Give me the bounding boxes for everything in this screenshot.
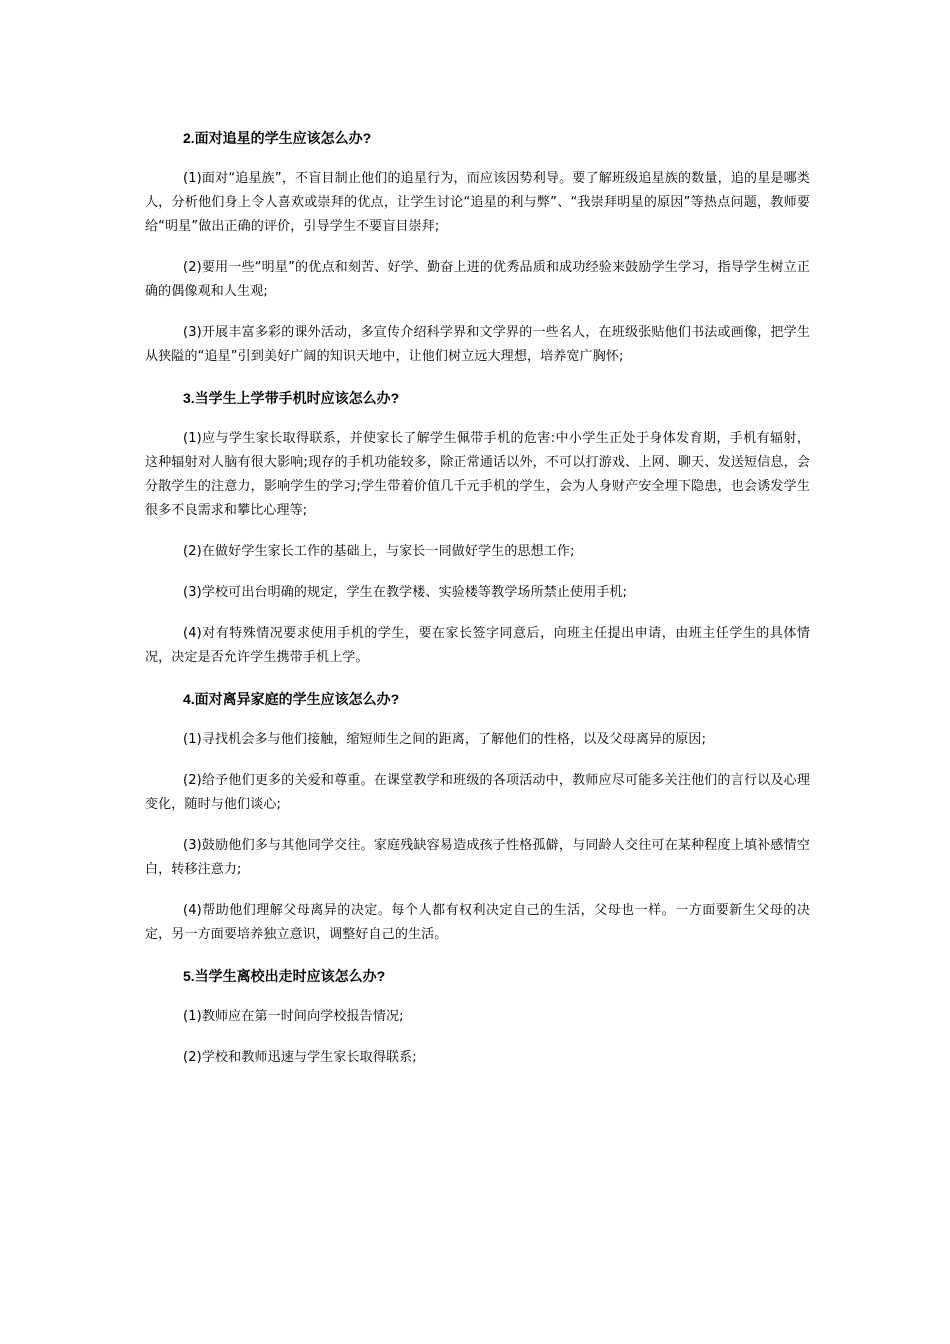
paragraph: (3)鼓励他们多与其他同学交往。家庭残缺容易造成孩子性格孤僻，与同龄人交往可在某种程度上填补感情空白，转移注意力; <box>145 838 810 877</box>
paragraph: (4)帮助他们理解父母离异的决定。每个人都有权利决定自己的生活，父母也一样。一方面要新生父母的决定，另一方面要培养独立意识，调整好自己的生活。 <box>145 903 810 942</box>
section-heading: 2.面对追星的学生应该怎么办? <box>183 130 372 146</box>
paragraph: (3)开展丰富多彩的课外活动，多宣传介绍科学界和文学界的一些名人，在班级张贴他们书法或画像，把学生从狭隘的“追星”引到美好广阔的知识天地中，让他们树立远大理想，培养宽广胸怀; <box>145 325 810 364</box>
section-2 <box>145 126 810 369</box>
section-4 <box>145 687 810 947</box>
document-page <box>145 126 810 1087</box>
section-3 <box>145 386 810 670</box>
paragraph: (2)要用一些“明星”的优点和刻苦、好学、勤奋上进的优秀品质和成功经验来鼓励学生学习，指导学生树立正确的偶像观和人生观; <box>145 260 810 299</box>
section-heading: 3.当学生上学带手机时应该怎么办? <box>183 390 400 406</box>
paragraph: (2)学校和教师迅速与学生家长取得联系; <box>183 1050 417 1065</box>
section-heading: 5.当学生离校出走时应该怎么办? <box>183 968 386 984</box>
paragraph: (1)面对“追星族”，不盲目制止他们的追星行为，而应该因势利导。要了解班级追星族的数量，追的星是哪类人，分析他们身上令人喜欢或崇拜的优点，让学生讨论“追星的利与弊”、“我崇拜明星的原因”等热点问题，教师要给“明星”做出正确的评价，引导学生不要盲目崇拜; <box>145 171 810 234</box>
section-5 <box>145 964 810 1070</box>
paragraph: (2)在做好学生家长工作的基础上，与家长一同做好学生的思想工作; <box>183 544 575 559</box>
paragraph: (1)寻找机会多与他们接触，缩短师生之间的距离，了解他们的性格，以及父母离异的原因; <box>183 732 707 747</box>
paragraph: (1)应与学生家长取得联系，并使家长了解学生佩带手机的危害:中小学生正处于身体发育期，手机有辐射，这种辐射对人脑有很大影响;现存的手机功能较多，除正常通话以外，不可以打游戏、上网、聊天、发送短信息，会分散学生的注意力，影响学生的学习;学生带着价值几千元手机的学生，会为人身财产安全埋下隐患，也会诱发学生很多不良需求和攀比心理等; <box>145 431 810 518</box>
paragraph: (4)对有特殊情况要求使用手机的学生，要在家长签字同意后，向班主任提出申请，由班主任学生的具体情况，决定是否允许学生携带手机上学。 <box>145 626 810 665</box>
section-heading: 4.面对离异家庭的学生应该怎么办? <box>183 691 400 707</box>
paragraph: (2)给予他们更多的关爱和尊重。在课堂教学和班级的各项活动中，教师应尽可能多关注他们的言行以及心理变化，随时与他们谈心; <box>145 773 810 812</box>
paragraph: (3)学校可出台明确的规定，学生在教学楼、实验楼等教学场所禁止使用手机; <box>183 585 628 600</box>
paragraph: (1)教师应在第一时间向学校报告情况; <box>183 1009 404 1024</box>
